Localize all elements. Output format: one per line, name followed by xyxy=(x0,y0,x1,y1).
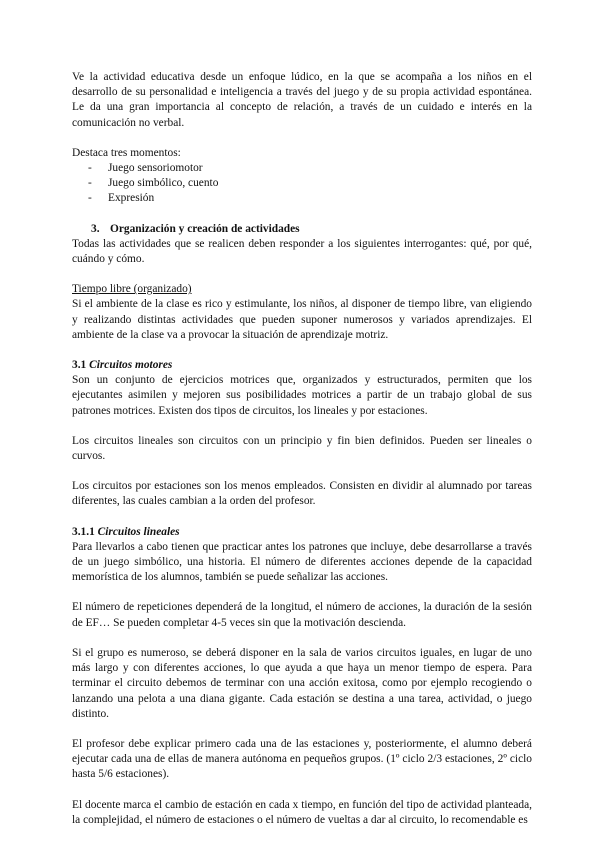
list-item: - Juego simbólico, cuento xyxy=(88,176,532,191)
section-3-1-paragraph: Los circuitos lineales son circuitos con un principio y fin bien definidos. Pueden ser lineales o curvos. xyxy=(72,434,532,463)
section-3-1-1-paragraph: El profesor debe explicar primero cada una de las estaciones y, posteriormente, el alumno deberá ejecutar cada una de ellas de manera autónoma en pequeños grupos. (1º ciclo 2/3 estaciones, 2º ciclo hasta 5/6 estaciones). xyxy=(72,737,532,781)
section-3-1-paragraph: Son un conjunto de ejercicios motrices que, organizados y estructurados, permiten que los ejecutantes asimilen y mejoren sus posibilidades motrices a partir de un trabajo global de sus patrones motrices. Existen dos tipos de circuitos, los lineales y por estaciones. xyxy=(72,374,532,417)
list-item: - Expresión xyxy=(88,191,532,206)
section-number: 3.1 xyxy=(72,359,87,372)
section-title: Organización y creación de actividades xyxy=(110,222,300,235)
section-number: 3. xyxy=(91,222,100,235)
section-number: 3.1.1 xyxy=(72,525,95,538)
intro-paragraph: Ve la actividad educativa desde un enfoque lúdico, en la que se acompaña a los niños en el desarrollo de su personalidad e inteligencia a través del juego y de su propia actividad espontánea. Le da una gran importancia al concepto de relación, a través de un cuidado e interés en la comunicación no verbal. xyxy=(72,71,532,129)
section-3-intro: Todas las actividades que se realicen deben responder a los siguientes interrogantes: qué, por qué, cuándo y cómo. xyxy=(72,237,532,266)
section-3-1-1-paragraph: Para llevarlos a cabo tienen que practicar antes los patrones que incluye, debe desarrollarse a través de un juego simbólico, una historia. El número de diferentes acciones depende de la capacidad memorística de los alumnos, también se puede señalizar las acciones. xyxy=(72,540,532,584)
section-3-1-1-paragraph: El número de repeticiones dependerá de la longitud, el número de acciones, la duración de la sesión de EF… Se pueden completar 4-5 veces sin que la motivación descienda. xyxy=(72,601,532,629)
section-3-heading xyxy=(72,222,532,237)
document-body xyxy=(72,70,532,828)
section-3-1-paragraph: Los circuitos por estaciones son los menos empleados. Consisten en dividir al alumnado por tareas diferentes, las cuales cambian a la orden del profesor. xyxy=(72,480,532,508)
section-3-1-1-paragraph: Si el grupo es numeroso, se deberá disponer en la sala de varios circuitos iguales, en lugar de uno más largo y con diferentes acciones, lo que ayuda a que haya un menor tiempo de espera. Para terminar el circuito debemos de terminar con una acción exitosa, como por ejemplo recogiendo o lanzando una pelota a una diana gigante. Cada estación se destina a una tarea, actividad, o juego distinto. xyxy=(72,646,532,720)
moments-intro: Destaca tres momentos: xyxy=(72,146,181,159)
section-3-1-1-heading xyxy=(72,525,532,540)
list-item: - Juego sensoriomotor xyxy=(88,161,532,176)
section-3-1-1-paragraph: El docente marca el cambio de estación en cada x tiempo, en función del tipo de actividad planteada, la complejidad, el número de estaciones o el número de vueltas a dar al circuito, lo recomendable es xyxy=(72,798,532,826)
moments-list xyxy=(72,161,532,207)
section-title: Circuitos lineales xyxy=(97,525,180,538)
section-3-1-heading xyxy=(72,358,532,373)
section-title: Circuitos motores xyxy=(89,359,173,372)
free-time-heading: Tiempo libre (organizado) xyxy=(72,283,192,296)
free-time-text: Si el ambiente de la clase es rico y estimulante, los niños, al disponer de tiempo libre, van eligiendo y realizando distintas actividades que pueden suponer numerosos y variados aprendizajes. El ambiente de la clase va a provocar la situación de aprendizaje motriz. xyxy=(72,298,532,341)
